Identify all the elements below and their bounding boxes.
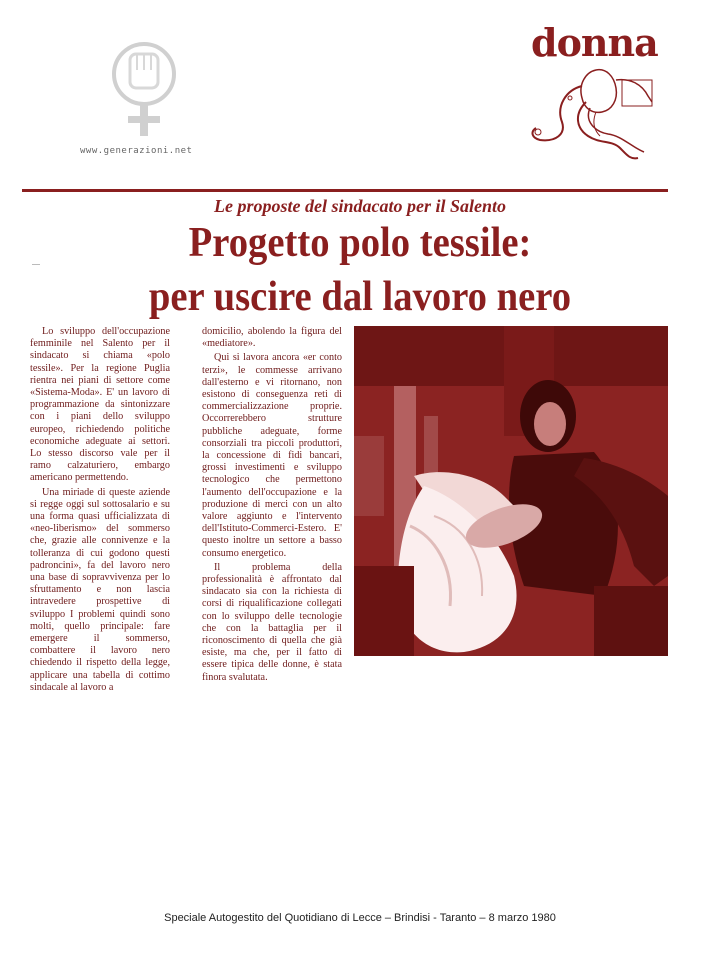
paragraph: domicilio, abolendo la figura del «mediatore». <box>202 326 342 350</box>
paragraph: Qui si lavora ancora «er conto terzi», le commesse arrivano dall'esterno e vi ritornano, non esistono di conseguenza reti di commercializzazione proprie. Occorrerebbero strutture pubbliche adeguate, forme consorziali tra piccoli produttori, la concessione di fidi bancari, grossi investimenti e sviluppo tecnologico che permettono l'aumento dell'occupazione e la produzione di merci con un alto valore aggiunto e l'intervento dell'Istituto-Commerci-Estero. E' questo inoltre un settore a basso consumo energetico. <box>202 352 342 559</box>
article-photo <box>354 326 668 656</box>
paragraph: Una miriade di queste aziende si regge oggi sul sottosalario e su una forma quasi ufficializzata di «neo-liberismo» del sommerso che, grazie alle connivenze e la tolleranza di cui godono questi padroncini», fa del lavoro nero una base di sopravvivenza per lo sfruttamento e non lascia intravedere prospettive di sviluppo I problemi quindi sono molti, quello principale: fare emergere il sommerso, combattere il lavoro nero chiedendo il rispetto della legge, applicare una tabella di cottimo sindacale al lavoro a <box>30 486 170 693</box>
masthead-section-title: donna <box>531 20 658 65</box>
logo-url: www.generazioni.net <box>80 146 193 156</box>
footer-caption: Speciale Autogestito del Quotidiano di Lecce – Brindisi - Taranto – 8 marzo 1980 <box>164 912 556 924</box>
paragraph: Lo sviluppo dell'occupazione femminile nel Salento per il sindacato si chiama «polo tessile». Per la regione Puglia rientra nei piani di settore come «Sistema-Moda». E' un lavoro di programmazione da sintonizzare con i piani dello sviluppo europeo, richiedendo politiche economiche adeguate ai settori. Lo stesso discorso vale per il ramo calzaturiero, embargo americano permettendo. <box>30 326 170 484</box>
article-title-line-1: Progetto polo tessile: <box>188 220 532 266</box>
article-column-2 <box>202 326 342 686</box>
article-column-1 <box>30 326 170 696</box>
woman-illustration-icon <box>526 62 666 162</box>
margin-mark <box>32 264 40 265</box>
header-rule <box>22 189 668 192</box>
feminist-fist-symbol-icon <box>108 40 188 140</box>
article-kicker: Le proposte del sindacato per il Salento <box>214 196 506 216</box>
article-title-line-2: per uscire dal lavoro nero <box>148 274 572 320</box>
paragraph: Il problema della professionalità è affrontato dal sindacato sia con la richiesta di corsi di riqualificazione collegati con lo sviluppo delle tecnologie che con la battaglia per il riconoscimento di quella che già esiste, ma che, per il fatto di essere tipica delle donne, è stata finora svalutata. <box>202 561 342 683</box>
